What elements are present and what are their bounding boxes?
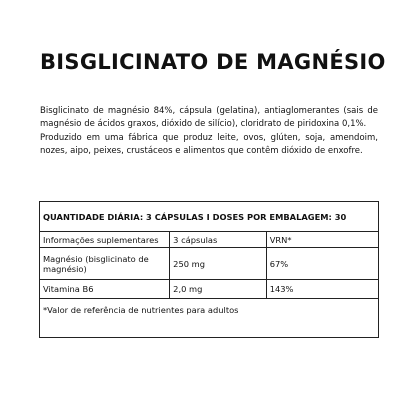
page-title: BISGLICINATO DE MAGNÉSIO [40, 50, 386, 74]
column-header-amount: 3 cápsulas [170, 232, 267, 248]
row-nutrient-vrn: 67% [266, 248, 378, 280]
ingredients-block [40, 105, 378, 158]
daily-quantity-header: QUANTIDADE DIÁRIA: 3 CÁPSULAS I DOSES POR EMBALAGEM: 30 [40, 202, 379, 232]
column-header-vrn: VRN* [266, 232, 378, 248]
row-nutrient-vrn: 143% [266, 280, 378, 299]
allergens-text: Produzido em uma fábrica que produz leite, ovos, glúten, soja, amendoim, nozes, aipo, peixes, crustáceos e alimentos que contêm dióxido de enxofre. [40, 132, 378, 156]
table-footnote: *Valor de referência de nutrientes para adultos [40, 299, 379, 338]
row-nutrient-name: Magnésio (bisglicinato de magnésio) [40, 248, 170, 280]
row-nutrient-amount: 250 mg [170, 248, 267, 280]
ingredients-text: Bisglicinato de magnésio 84%, cápsula (gelatina), antiaglomerantes (sais de magnésio de ácidos graxos, dióxido de silício), cloridrato de piridoxina 0,1%. [40, 106, 378, 130]
table-footnote-row [40, 299, 379, 338]
row-nutrient-name: Vitamina B6 [40, 280, 170, 299]
table-row [40, 248, 379, 280]
table-header-row [40, 202, 379, 232]
row-nutrient-amount: 2,0 mg [170, 280, 267, 299]
column-header-supplement: Informações suplementares [40, 232, 170, 248]
nutrition-table [39, 201, 379, 338]
table-row [40, 280, 379, 299]
table-columns-row [40, 232, 379, 248]
